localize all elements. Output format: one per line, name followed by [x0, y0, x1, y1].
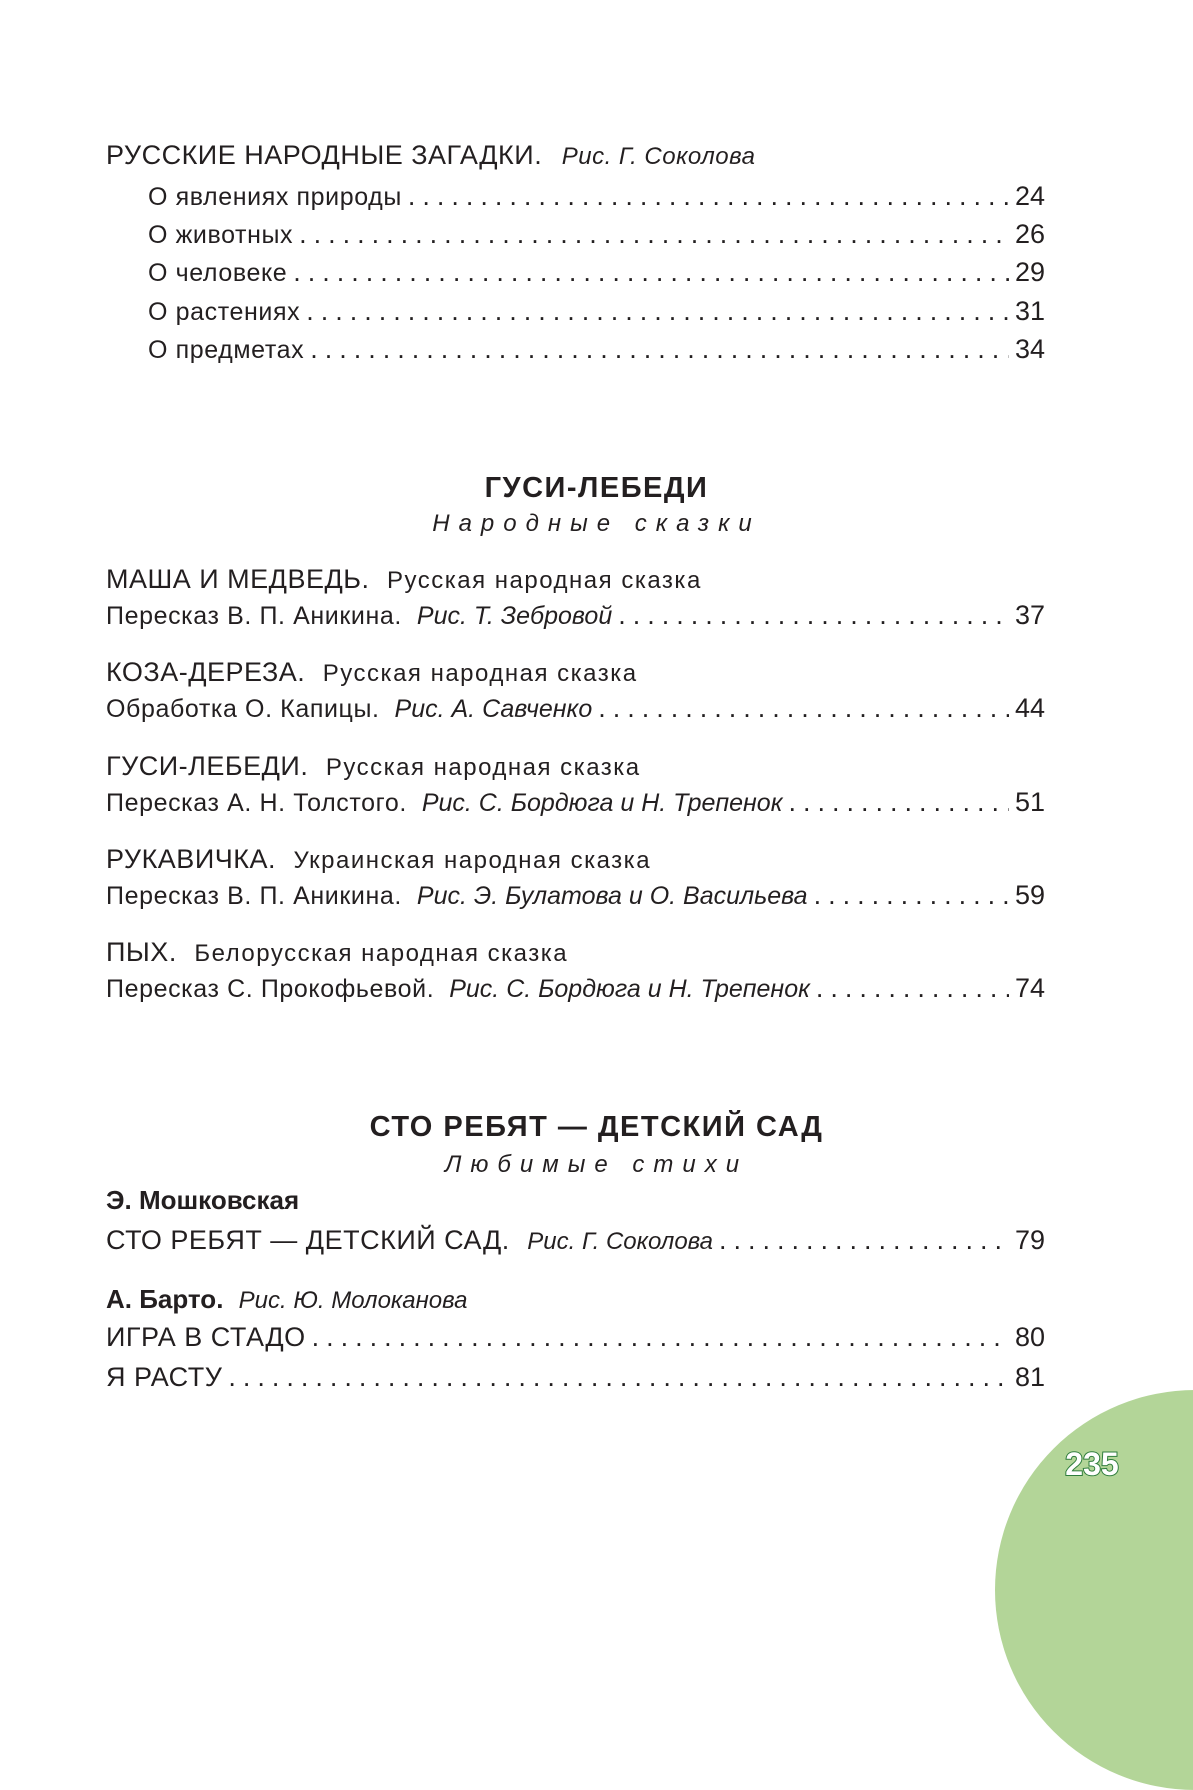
tale-title: РУКАВИЧКА.	[106, 844, 276, 874]
toc-entry-credit	[106, 599, 612, 633]
tale-kind: Русская народная сказка	[322, 660, 638, 687]
tale-illustrator: Рис. Т. Зебровой	[416, 602, 613, 630]
tale-title: КОЗА-ДЕРЕЗА.	[106, 657, 306, 687]
tale-illustrator: Рис. С. Бордюга и Н. Трепенок	[421, 789, 783, 817]
riddles-title: РУССКИЕ НАРОДНЫЕ ЗАГАДКИ.	[106, 140, 543, 170]
section-subheading-tales: Народные сказки	[432, 510, 761, 537]
toc-entry-label: О человеке	[148, 259, 288, 287]
dot-leader	[618, 598, 1009, 632]
toc-entry[interactable]	[106, 1223, 1045, 1257]
author-name: А. Барто	[106, 1284, 217, 1314]
toc-entry-page: 81	[1014, 1362, 1045, 1392]
tale-illustrator: Рис. С. Бордюга и Н. Трепенок	[449, 975, 810, 1003]
dot-leader	[816, 971, 1009, 1005]
toc-entry-credit	[106, 786, 783, 820]
toc-entry-label: О растениях	[148, 298, 301, 326]
dot-leader	[719, 1223, 1009, 1257]
dot-leader	[293, 255, 1009, 289]
toc-entry-label	[106, 1223, 713, 1259]
toc-entry[interactable]	[106, 878, 1045, 912]
tale-kind: Украинская народная сказка	[293, 847, 652, 874]
toc-entry-credit	[106, 692, 592, 726]
toc-entry-page: 79	[1014, 1225, 1045, 1255]
tale-title-line	[106, 844, 651, 875]
toc-entry-page: 24	[1014, 181, 1045, 211]
poem-illustrator: Рис. Г. Соколова	[527, 1228, 714, 1255]
toc-entry-page: 34	[1014, 334, 1045, 364]
toc-entry[interactable]	[106, 785, 1045, 819]
toc-entry-page: 31	[1014, 296, 1045, 326]
toc-entry[interactable]	[148, 255, 1045, 289]
toc-entry-page: 51	[1014, 787, 1045, 817]
toc-entry[interactable]	[106, 971, 1045, 1005]
tale-title-line	[106, 937, 568, 968]
toc-entry-label: О предметах	[148, 336, 305, 364]
toc-entry-page: 26	[1014, 219, 1045, 249]
toc-entry-page: 59	[1014, 880, 1045, 910]
tale-illustrator: Рис. А. Савченко	[394, 695, 593, 723]
poem-title: СТО РЕБЯТ — ДЕТСКИЙ САД.	[106, 1225, 510, 1255]
section-heading-poems: СТО РЕБЯТ — ДЕТСКИЙ САД	[369, 1111, 824, 1143]
toc-entry-page: 37	[1014, 600, 1045, 630]
section-heading-tales: ГУСИ-ЛЕБЕДИ	[484, 472, 709, 504]
toc-entry[interactable]	[148, 294, 1045, 328]
dot-leader	[408, 179, 1009, 213]
riddles-illustrator: Рис. Г. Соколова	[561, 143, 756, 170]
dot-leader	[306, 294, 1009, 328]
section-subheading-poems: Любимые стихи	[444, 1151, 749, 1178]
tale-credit: Пересказ В. П. Аникина.	[106, 602, 402, 630]
tale-kind: Белорусская народная сказка	[194, 940, 569, 967]
page-number: 235	[1065, 1446, 1119, 1482]
riddles-heading	[106, 140, 755, 171]
dot-leader	[299, 217, 1009, 251]
toc-entry[interactable]	[106, 598, 1045, 632]
toc-entry-label: Я РАСТУ	[106, 1362, 223, 1392]
dot-leader	[312, 1320, 1009, 1354]
tale-title: ГУСИ-ЛЕБЕДИ.	[106, 751, 309, 781]
toc-entry-page: 44	[1014, 693, 1045, 723]
tale-credit: Пересказ А. Н. Толстого.	[106, 789, 407, 817]
tale-title: ПЫХ.	[106, 937, 177, 967]
toc-entry[interactable]	[148, 179, 1045, 213]
toc-entry[interactable]	[106, 691, 1045, 725]
dot-leader	[814, 878, 1009, 912]
dot-leader	[228, 1360, 1009, 1394]
toc-entry[interactable]	[106, 1320, 1045, 1354]
toc-entry-label: О животных	[148, 221, 294, 249]
toc-entry-label: ИГРА В СТАДО	[106, 1322, 306, 1352]
tale-credit: Обработка О. Капицы.	[106, 695, 380, 723]
toc-entry-credit	[106, 972, 810, 1006]
author-illustrator: Рис. Ю. Молоканова	[238, 1287, 468, 1314]
toc-entry-credit	[106, 879, 808, 913]
tale-credit: Пересказ С. Прокофьевой.	[106, 975, 435, 1003]
tale-illustrator: Рис. Э. Булатова и О. Васильева	[416, 882, 808, 910]
toc-entry-label: О явлениях природы	[148, 183, 402, 211]
toc-entry-page: 29	[1014, 257, 1045, 287]
toc-entry-page: 74	[1014, 973, 1045, 1003]
dot-leader	[789, 785, 1009, 819]
author-line: А. Барто. Рис. Ю. Молоканова	[106, 1284, 468, 1314]
tale-title-line	[106, 751, 641, 782]
toc-entry[interactable]	[106, 1360, 1045, 1394]
toc-entry-page: 80	[1014, 1322, 1045, 1352]
tale-title-line	[106, 657, 638, 688]
tale-kind: Русская народная сказка	[387, 567, 702, 594]
tale-title: МАША И МЕДВЕДЬ.	[106, 564, 370, 594]
dot-leader	[310, 332, 1009, 366]
tale-title-line	[106, 564, 702, 595]
toc-entry[interactable]	[148, 217, 1045, 251]
toc-entry[interactable]	[148, 332, 1045, 366]
dot-leader	[598, 691, 1009, 725]
tale-kind: Русская народная сказка	[325, 754, 641, 781]
author-name: Э. Мошковская	[106, 1185, 300, 1215]
tale-credit: Пересказ В. П. Аникина.	[106, 882, 402, 910]
